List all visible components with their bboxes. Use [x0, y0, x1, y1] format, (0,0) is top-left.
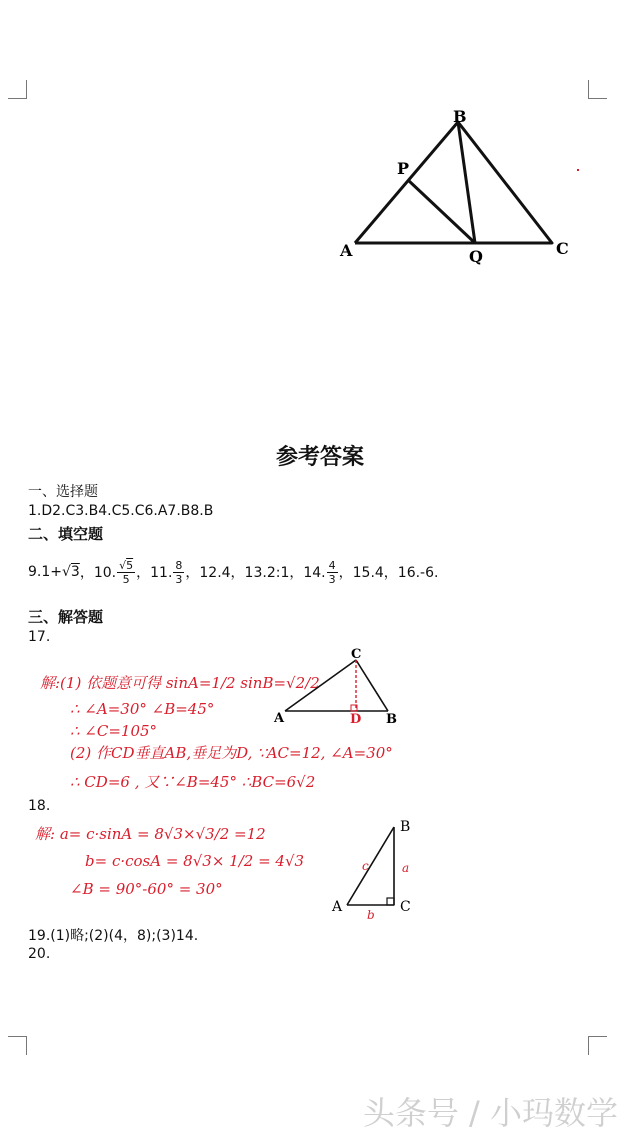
fraction-4-over-3: [327, 559, 338, 586]
q18-line-2: b= c·cosA = 8√3× 1/2 = 4√3: [85, 852, 305, 870]
q17-label-c: C: [351, 647, 362, 662]
sqrt-3: √3: [62, 564, 80, 580]
fill-11-prefix: ，11.: [136, 565, 173, 581]
page-title: 参考答案: [275, 445, 364, 470]
fill-10-prefix: ，10.: [79, 565, 117, 581]
q18-label-c: C: [400, 899, 411, 915]
q17-label-d: D: [350, 712, 362, 727]
q20-number: 20.: [28, 946, 51, 962]
q17-label-a: A: [274, 711, 285, 726]
fraction-14-denominator: 3: [328, 572, 336, 586]
watermark: 头条号 / 小玛数学: [362, 1094, 618, 1132]
label-p: P: [397, 159, 410, 178]
q18-number: 18.: [28, 798, 51, 814]
sqrt-3-radicand: 3: [70, 564, 80, 580]
fraction-11-numerator: 8: [175, 558, 183, 572]
fraction-sqrt5-over-5: $\frac{√5}{5}$: [119, 558, 134, 586]
q18-line-1: 解: a= c·sinA = 8√3×√3/2 =12: [35, 825, 266, 843]
corner-mark-top-right: [588, 80, 607, 99]
q18-side-b: b: [367, 908, 375, 922]
fill-12-14-prefix: ，12.4，13.2:1，14.: [185, 565, 326, 581]
q17-triangle-figure: [268, 645, 408, 730]
fraction-8-over-3: [173, 559, 184, 586]
triangle-abc: [355, 122, 552, 243]
q17-number: 17.: [28, 629, 51, 645]
fraction-11-denominator: 3: [175, 572, 183, 586]
q19-answer: 19.(1)略;(2)(4，8);(3)14.: [28, 928, 199, 944]
q17-line-4: (2) 作CD垂直AB,垂足为D, ∵AC=12, ∠A=30°: [70, 744, 393, 762]
fraction-10-numerator: 5: [126, 558, 134, 572]
fill-9-prefix: 9.1+: [28, 564, 62, 580]
fraction-14-numerator: 4: [328, 558, 336, 572]
q18-side-c: c: [362, 859, 369, 873]
fraction-10-denominator: 5: [122, 572, 130, 586]
corner-mark-top-left: [8, 80, 27, 99]
segment-pq: [408, 180, 475, 243]
solve-heading: 三、解答题: [28, 608, 104, 626]
corner-mark-bottom-right: [588, 1036, 607, 1055]
q17-line-3: ∴ ∠C=105°: [70, 722, 158, 740]
choice-heading: 一、选择题: [28, 484, 98, 500]
fill-answers: [28, 552, 438, 592]
q17-line-2: ∴ ∠A=30° ∠B=45°: [70, 700, 215, 718]
q18-triangle-figure: [325, 812, 425, 922]
triangle-figure-apq: [330, 100, 580, 270]
corner-mark-bottom-left: [8, 1036, 27, 1055]
q17-line-5: ∴ CD=6 , 又∵∠B=45° ∴BC=6√2: [70, 773, 316, 791]
q17-label-b: B: [386, 712, 397, 727]
label-b: B: [453, 107, 467, 126]
q17-line-1: 解:(1) 依题意可得 sinA=1/2 sinB=√2/2: [40, 674, 320, 692]
q18-label-b: B: [400, 819, 411, 835]
q18-line-3: ∠B = 90°-60° = 30°: [70, 880, 223, 898]
fill-suffix: ，15.4，16.-6.: [338, 565, 439, 581]
label-a: A: [340, 241, 353, 260]
q18-side-a: a: [402, 861, 410, 875]
label-c: C: [556, 239, 569, 258]
label-q: Q: [469, 247, 483, 266]
q18-label-a: A: [332, 899, 343, 915]
choice-answers: 1.D2.C3.B4.C5.C6.A7.B8.B: [28, 503, 214, 519]
fill-heading: 二、填空题: [28, 525, 104, 543]
red-dot: [577, 169, 579, 171]
